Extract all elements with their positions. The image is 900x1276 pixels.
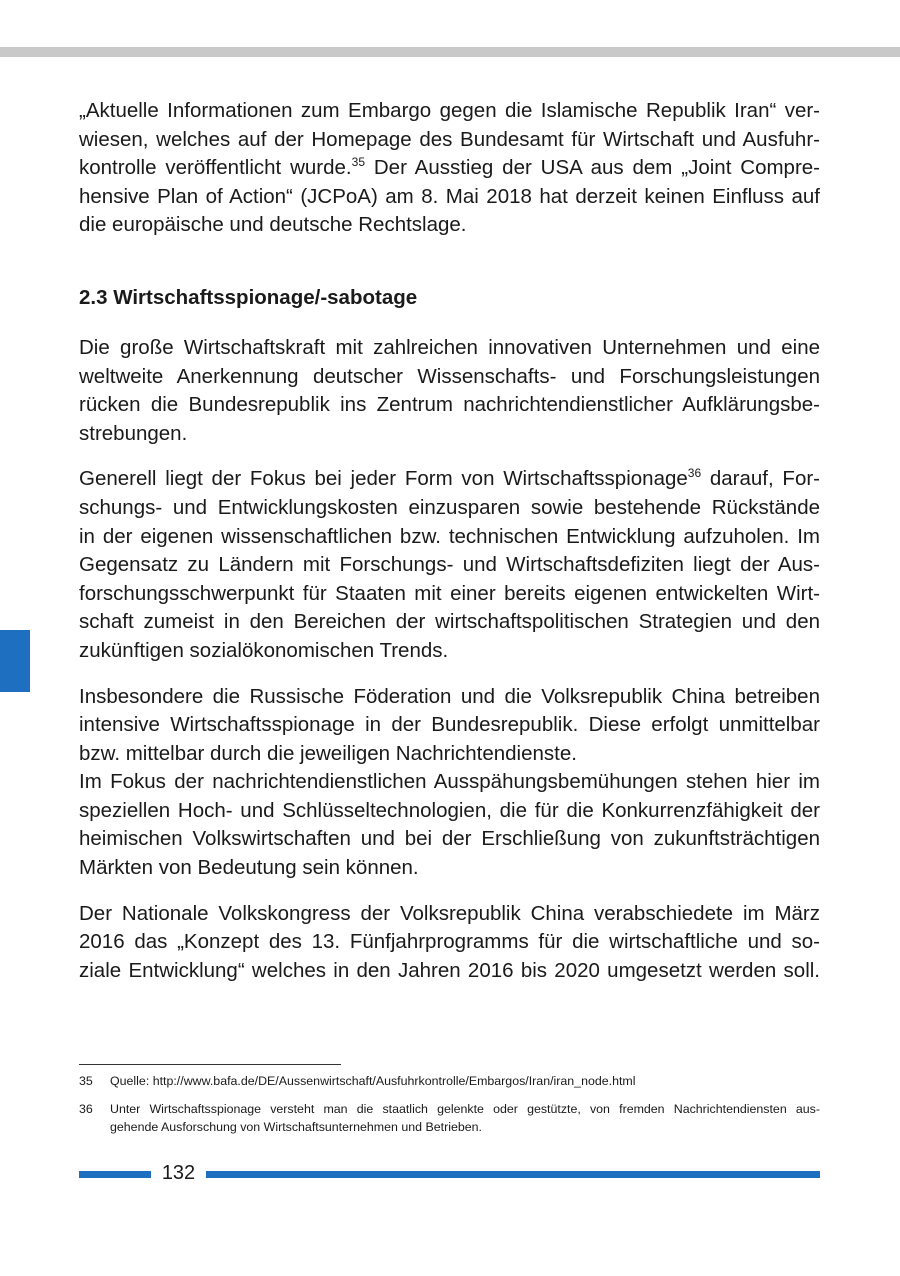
- footnote-divider: [79, 1064, 341, 1065]
- page-content: [79, 97, 820, 985]
- footnote-source-link[interactable]: Quelle: http://www.bafa.de/DE/Aussenwirtschaft/Ausfuhrkontrolle/Embargos/Iran/iran_node.html: [110, 1074, 636, 1088]
- text-line: schaft zumeist in den Bereichen der wirtschaftspolitischen Strategien und den: [79, 610, 820, 634]
- text-line: hensive Plan of Action“ (JCPoA) am 8. Mai 2018 hat derzeit keinen Einfluss auf: [79, 184, 820, 208]
- top-divider-bar: [0, 47, 900, 57]
- text-line: heimischen Volkswirtschaften und bei der Erschließung von zukunftsträchtigen: [79, 827, 820, 851]
- text-line: zukünftigen sozialökonomischen Trends.: [79, 638, 449, 662]
- footnote-number: 35: [79, 1074, 93, 1088]
- footnote-35: [79, 1072, 820, 1090]
- text-line: intensive Wirtschaftsspionage in der Bundesrepublik. Diese erfolgt unmittelbar: [79, 713, 820, 737]
- text-segment: Der Ausstieg der USA aus dem „Joint Compre-: [365, 156, 821, 180]
- footnote-text: [110, 1072, 820, 1090]
- text-line: rücken die Bundesrepublik ins Zentrum nachrichtendienstlicher Aufklärungsbe-: [79, 393, 820, 417]
- text-line: Märkten von Bedeutung sein können.: [79, 856, 419, 880]
- footnote-number: 36: [79, 1102, 93, 1116]
- text-line: Insbesondere die Russische Föderation und die Volksrepublik China betreiben: [79, 684, 820, 708]
- footnote-ref-35[interactable]: 35: [351, 155, 365, 170]
- text-line: die europäische und deutsche Rechtslage.: [79, 213, 467, 237]
- text-line: strebungen.: [79, 421, 188, 445]
- text-line: [79, 154, 820, 183]
- text-line: wiesen, welches auf der Homepage des Bundesamt für Wirtschaft und Ausfuhr-: [79, 127, 820, 151]
- footnote-line: Unter Wirtschaftsspionage versteht man die staatlich gelenkte oder gestützte, von fremden Nachrichtendiensten aus-: [110, 1102, 820, 1116]
- text-line: [79, 465, 820, 494]
- section-paragraph-1: [79, 334, 820, 448]
- text-segment: Generell liegt der Fokus bei jeder Form von Wirtschaftsspionage: [79, 467, 688, 491]
- section-heading: 2.3 Wirtschaftsspionage/-sabotage: [79, 285, 418, 309]
- text-line: schungs- und Entwicklungskosten einzusparen sowie bestehende Rückstände: [79, 495, 820, 519]
- text-line: 2016 das „Konzept des 13. Fünfjahrprogramms für die wirtschaftliche und so-: [79, 930, 820, 954]
- footnote-36: [79, 1100, 820, 1136]
- footer-bar-right: [206, 1171, 820, 1178]
- intro-paragraph: [79, 97, 820, 240]
- footer-bar-left: [79, 1171, 151, 1178]
- section-paragraph-2: [79, 465, 820, 665]
- footnote-text: [110, 1100, 820, 1136]
- text-line: forschungsschwerpunkt für Staaten mit einer bereits eigenen entwickelten Wirt-: [79, 581, 820, 605]
- text-line: bzw. mittelbar durch die jeweiligen Nachrichtendienste.: [79, 741, 577, 765]
- chapter-side-tab: [0, 630, 30, 692]
- text-segment: darauf, For-: [701, 467, 820, 491]
- text-line: speziellen Hoch- und Schlüsseltechnologien, die für die Konkurrenzfähigkeit der: [79, 798, 820, 822]
- text-line: Der Nationale Volkskongress der Volksrepublik China verabschiedete im März: [79, 901, 820, 925]
- text-segment: kontrolle veröffentlicht wurde.: [79, 156, 352, 180]
- text-line: Gegensatz zu Ländern mit Forschungs- und Wirtschaftsdefiziten liegt der Aus-: [79, 553, 820, 577]
- section-paragraph-4: [79, 900, 820, 986]
- text-line: Die große Wirtschaftskraft mit zahlreichen innovativen Unternehmen und eine: [79, 335, 820, 359]
- text-line: „Aktuelle Informationen zum Embargo gegen die Islamische Republik Iran“ ver-: [79, 99, 820, 122]
- text-line: in der eigenen wissenschaftlichen bzw. technischen Entwicklung aufzuholen. Im: [79, 524, 820, 548]
- text-line: weltweite Anerkennung deutscher Wissenschafts- und Forschungsleistungen: [79, 364, 820, 388]
- text-line: ziale Entwicklung“ welches in den Jahren 2016 bis 2020 umgesetzt werden soll.: [79, 958, 820, 982]
- footnote-ref-36[interactable]: 36: [687, 466, 702, 481]
- footnote-line: gehende Ausforschung von Wirtschaftsunternehmen und Betrieben.: [110, 1120, 482, 1134]
- page-number: 132: [161, 1162, 196, 1184]
- section-paragraph-3: [79, 683, 820, 883]
- text-line: Im Fokus der nachrichtendienstlichen Ausspähungsbemühungen stehen hier im: [79, 770, 820, 794]
